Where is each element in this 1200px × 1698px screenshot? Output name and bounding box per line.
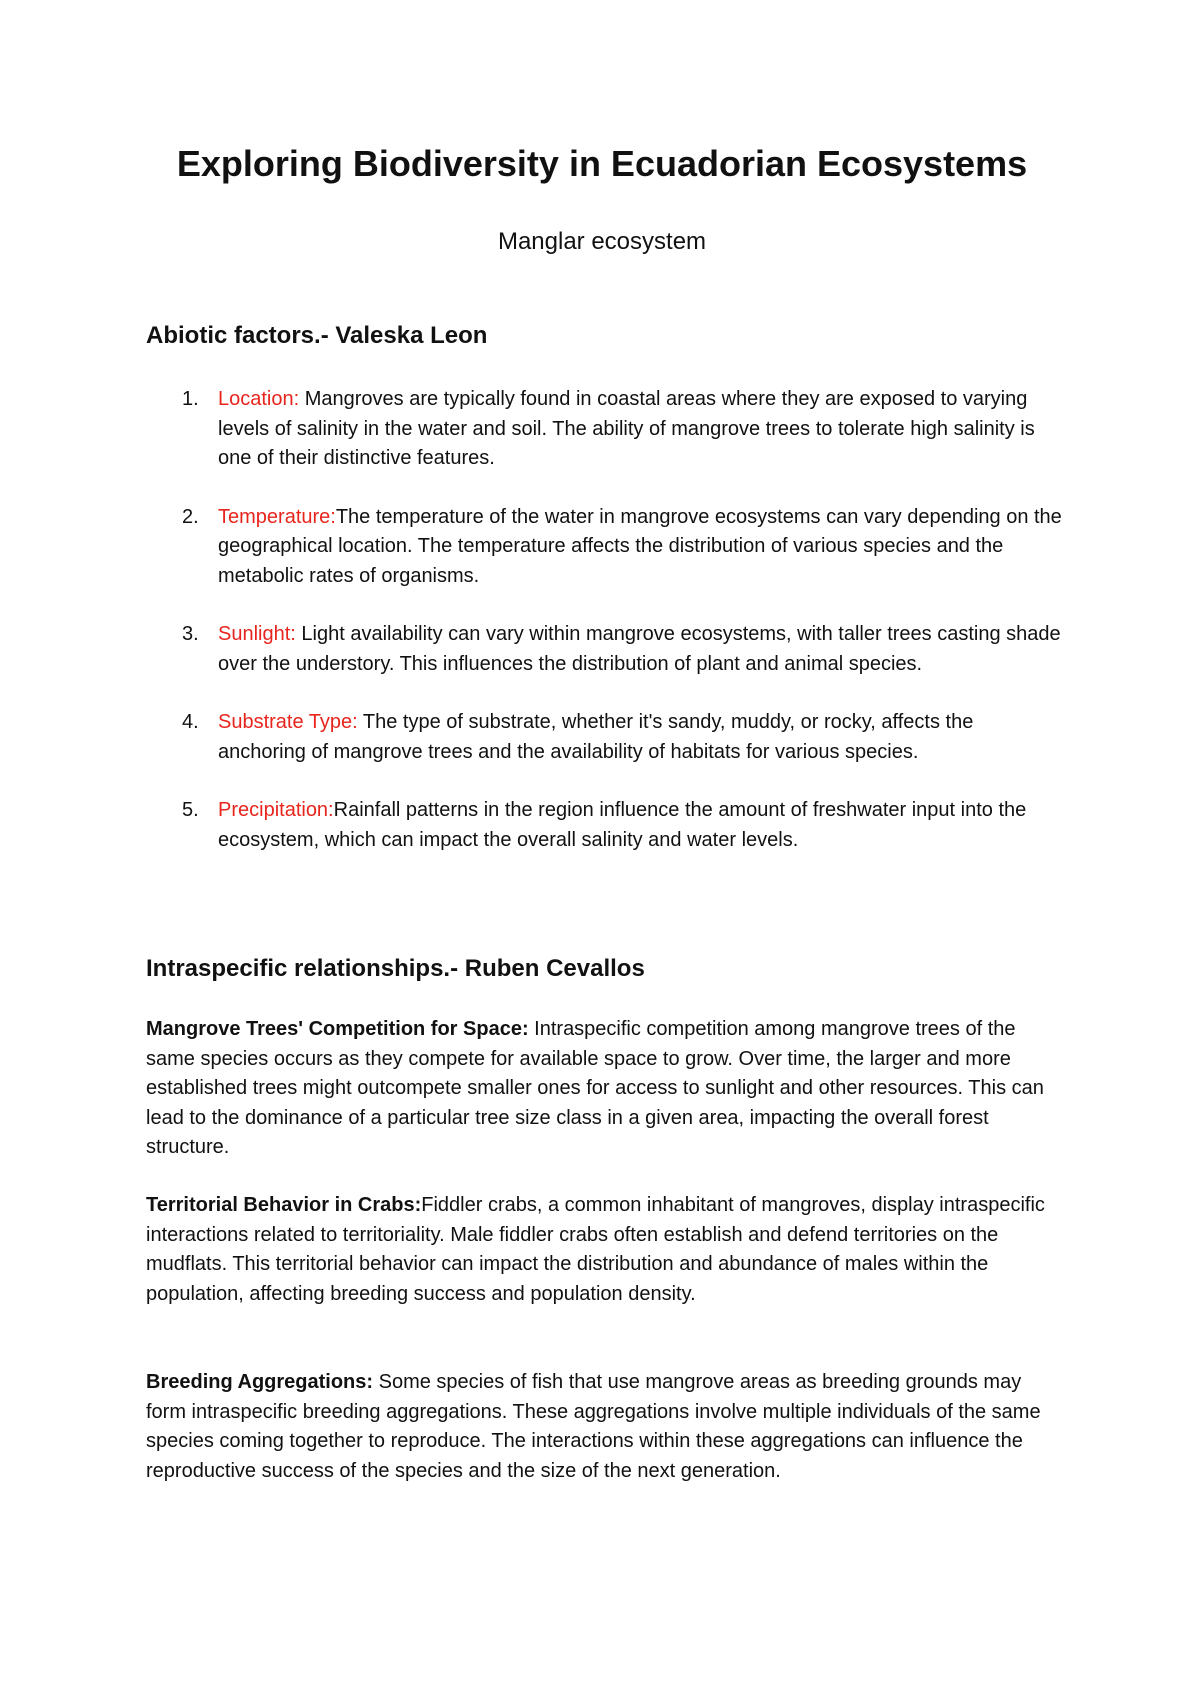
document-subtitle: Manglar ecosystem xyxy=(497,228,707,255)
factor-term: Location: xyxy=(218,388,300,410)
list-item xyxy=(146,620,1066,679)
paragraph-lead: Breeding Aggregations: xyxy=(146,1371,374,1393)
paragraph-lead: Territorial Behavior in Crabs: xyxy=(146,1194,422,1216)
list-item xyxy=(146,796,1066,855)
list-item xyxy=(146,708,1066,767)
list-item-number: 1. xyxy=(182,388,199,410)
factor-term: Precipitation: xyxy=(218,799,334,821)
factor-description: The temperature of the water in mangrove ecosystems can vary depending on the geographical location. The temperature affects the distribution of various species and the metabolic rates of organisms. xyxy=(218,505,1062,587)
intraspecific-section-heading: Intraspecific relationships.- Ruben Cevallos xyxy=(146,955,645,982)
list-item-number: 5. xyxy=(182,799,199,821)
list-item-number: 3. xyxy=(182,623,199,645)
factor-term: Sunlight: xyxy=(218,623,296,645)
factor-term: Substrate Type: xyxy=(218,711,358,733)
list-item xyxy=(146,385,1066,474)
paragraph-text: Fiddler crabs, a common inhabitant of mangroves, display intraspecific interactions related to territoriality. Male fiddler crabs often establish and defend territories on the mudflats. This territorial behavior can impact the distribution and abundance of males within the population, affecting breeding success and population density. xyxy=(146,1194,1045,1305)
abiotic-factor-list xyxy=(146,385,1066,884)
factor-description: Rainfall patterns in the region influence the amount of freshwater input into the ecosystem, which can impact the overall salinity and water levels. xyxy=(218,799,1027,851)
paragraph-breeding-aggregations xyxy=(146,1368,1066,1486)
factor-description: The type of substrate, whether it's sandy, muddy, or rocky, affects the anchoring of mangrove trees and the availability of habitats for various species. xyxy=(218,711,974,763)
paragraph-tree-competition xyxy=(146,1015,1066,1163)
paragraph-lead: Mangrove Trees' Competition for Space: xyxy=(146,1018,529,1040)
paragraph-text: Some species of fish that use mangrove areas as breeding grounds may form intraspecific breeding aggregations. These aggregations involve multiple individuals of the same species coming together to reproduce. The interactions within these aggregations can influence the reproductive success of the species and the size of the next generation. xyxy=(146,1371,1041,1482)
paragraph-crab-territory xyxy=(146,1191,1066,1309)
factor-description: Light availability can vary within mangrove ecosystems, with taller trees casting shade over the understory. This influences the distribution of plant and animal species. xyxy=(218,623,1061,675)
factor-description: Mangroves are typically found in coastal areas where they are exposed to varying levels of salinity in the water and soil. The ability of mangrove trees to tolerate high salinity is one of their distinctive features. xyxy=(218,388,1035,469)
list-item-number: 2. xyxy=(182,505,199,528)
list-item xyxy=(146,503,1066,592)
abiotic-section-heading: Abiotic factors.- Valeska Leon xyxy=(146,322,488,349)
factor-term: Temperature: xyxy=(218,505,336,528)
document-title: Exploring Biodiversity in Ecuadorian Ecosystems xyxy=(176,143,1028,184)
list-item-number: 4. xyxy=(182,711,199,733)
paragraph-text: Intraspecific competition among mangrove trees of the same species occurs as they compete for available space to grow. Over time, the larger and more established trees might outcompete smaller ones for access to sunlight and other resources. This can lead to the dominance of a particular tree size class in a given area, impacting the overall forest structure. xyxy=(146,1018,1044,1158)
